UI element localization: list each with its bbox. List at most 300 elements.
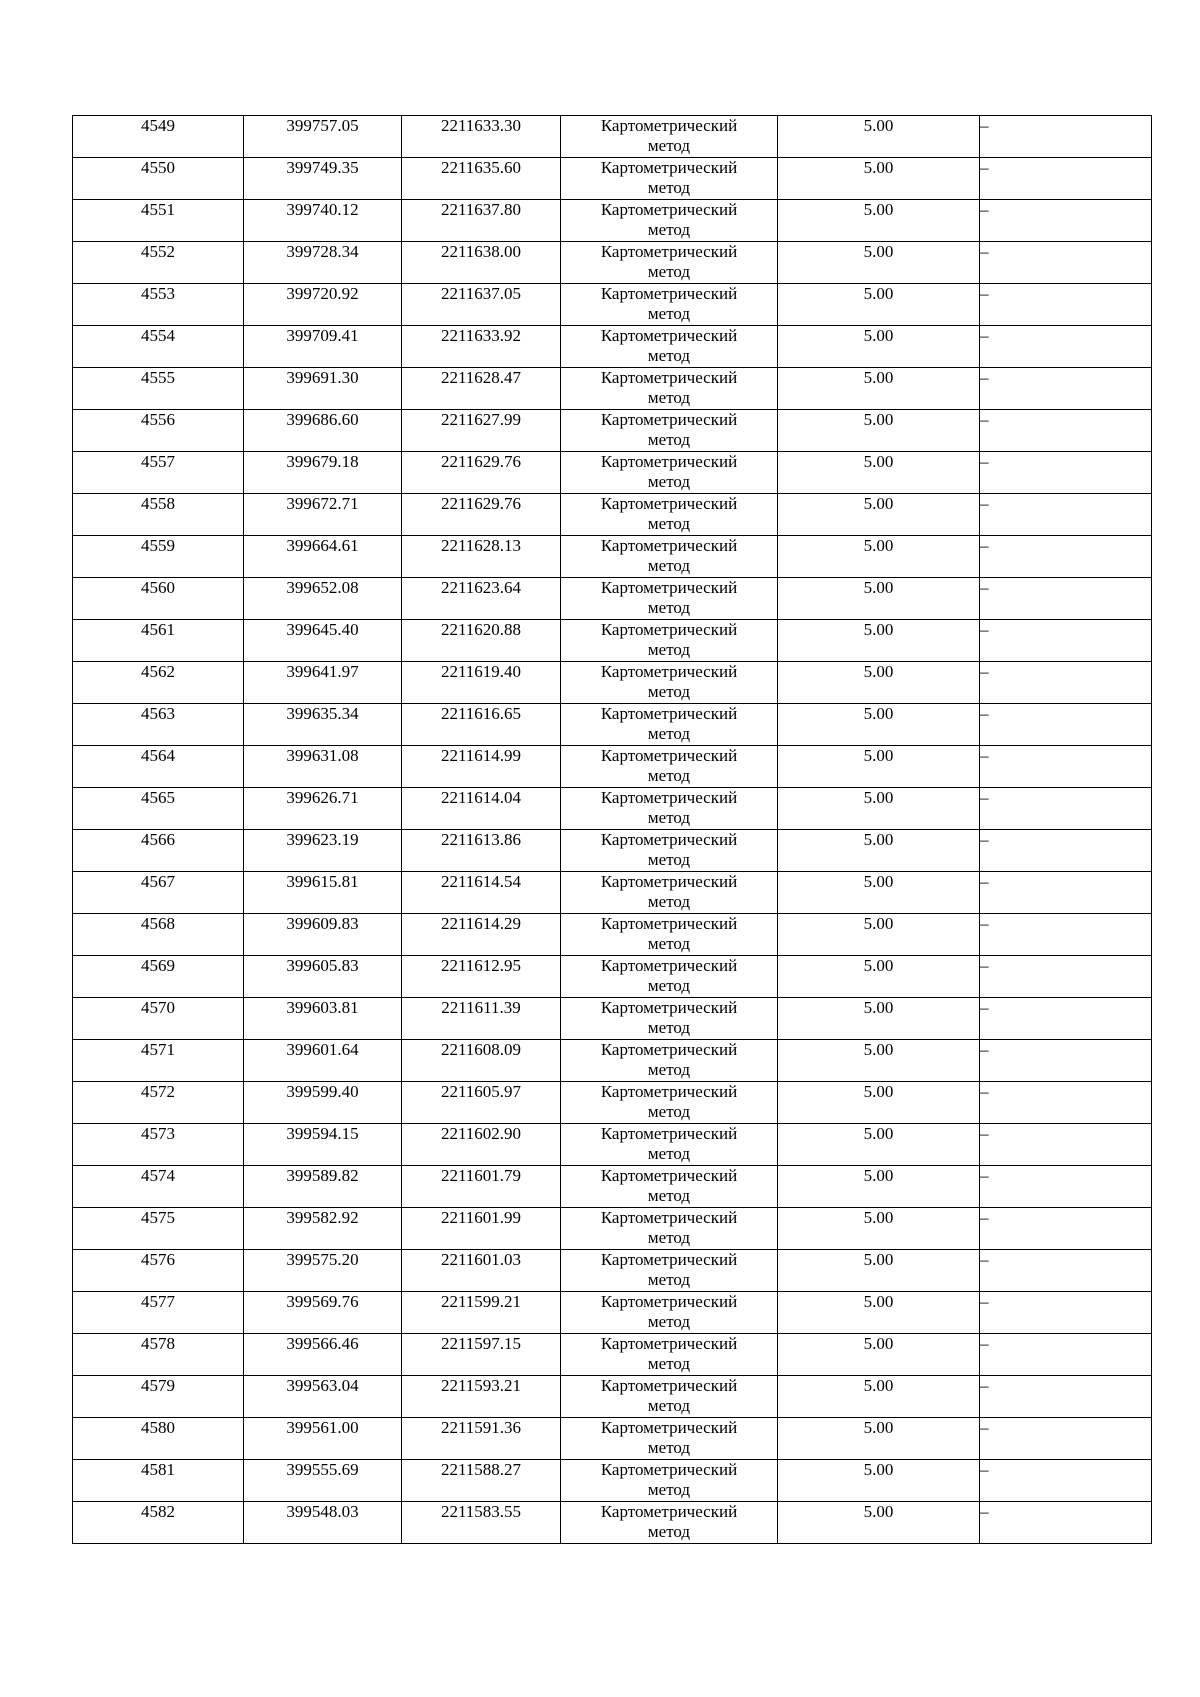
coordinate-x-cell: 399672.71 <box>244 494 402 536</box>
method-line-1: Картометрический <box>600 1208 738 1227</box>
table-row <box>73 830 1152 872</box>
method-line-1: Картометрический <box>600 200 738 219</box>
method-line-2: метод <box>647 808 691 827</box>
accuracy-cell: 5.00 <box>778 1250 980 1292</box>
method-cell <box>561 536 778 578</box>
method-line-2: метод <box>647 976 691 995</box>
point-number-cell: 4582 <box>73 1502 244 1544</box>
table-row <box>73 368 1152 410</box>
method-line-2: метод <box>647 1018 691 1037</box>
coordinate-y-cell: 2211628.13 <box>402 536 561 578</box>
point-number-cell: 4558 <box>73 494 244 536</box>
coordinate-x-cell: 399569.76 <box>244 1292 402 1334</box>
method-line-1: Картометрический <box>600 1082 738 1101</box>
method-line-2: метод <box>647 892 691 911</box>
coordinate-x-cell: 399582.92 <box>244 1208 402 1250</box>
method-line-2: метод <box>647 1228 691 1247</box>
method-line-1: Картометрический <box>600 116 738 135</box>
note-cell: – <box>980 830 1152 872</box>
point-number-cell: 4551 <box>73 200 244 242</box>
note-cell: – <box>980 1460 1152 1502</box>
note-cell: – <box>980 620 1152 662</box>
method-line-1: Картометрический <box>600 746 738 765</box>
accuracy-cell: 5.00 <box>778 1418 980 1460</box>
method-line-2: метод <box>647 472 691 491</box>
method-line-2: метод <box>647 1270 691 1289</box>
point-number-cell: 4572 <box>73 1082 244 1124</box>
method-line-2: метод <box>647 304 691 323</box>
point-number-cell: 4549 <box>73 116 244 158</box>
method-cell <box>561 368 778 410</box>
method-line-2: метод <box>647 514 691 533</box>
method-line-1: Картометрический <box>600 1502 738 1521</box>
table-row <box>73 914 1152 956</box>
table-row <box>73 1166 1152 1208</box>
point-number-cell: 4557 <box>73 452 244 494</box>
method-line-1: Картометрический <box>600 998 738 1017</box>
accuracy-cell: 5.00 <box>778 1082 980 1124</box>
method-cell <box>561 1418 778 1460</box>
method-cell <box>561 494 778 536</box>
coordinate-y-cell: 2211605.97 <box>402 1082 561 1124</box>
accuracy-cell: 5.00 <box>778 1376 980 1418</box>
method-cell <box>561 956 778 998</box>
coordinate-x-cell: 399709.41 <box>244 326 402 368</box>
accuracy-cell: 5.00 <box>778 536 980 578</box>
method-cell <box>561 116 778 158</box>
method-line-1: Картометрический <box>600 830 738 849</box>
point-number-cell: 4567 <box>73 872 244 914</box>
table-row <box>73 578 1152 620</box>
point-number-cell: 4566 <box>73 830 244 872</box>
coordinate-x-cell: 399599.40 <box>244 1082 402 1124</box>
coordinate-y-cell: 2211602.90 <box>402 1124 561 1166</box>
method-cell <box>561 1502 778 1544</box>
coordinate-y-cell: 2211616.65 <box>402 704 561 746</box>
coordinate-x-cell: 399548.03 <box>244 1502 402 1544</box>
coordinate-y-cell: 2211620.88 <box>402 620 561 662</box>
table-row <box>73 788 1152 830</box>
coordinate-y-cell: 2211601.79 <box>402 1166 561 1208</box>
note-cell: – <box>980 1334 1152 1376</box>
coordinate-x-cell: 399566.46 <box>244 1334 402 1376</box>
method-cell <box>561 1208 778 1250</box>
method-cell <box>561 578 778 620</box>
method-line-1: Картометрический <box>600 662 738 681</box>
method-line-1: Картометрический <box>600 788 738 807</box>
table-row <box>73 1418 1152 1460</box>
coordinate-y-cell: 2211608.09 <box>402 1040 561 1082</box>
coordinate-x-cell: 399609.83 <box>244 914 402 956</box>
method-line-2: метод <box>647 1312 691 1331</box>
coordinate-y-cell: 2211599.21 <box>402 1292 561 1334</box>
method-cell <box>561 704 778 746</box>
table-row <box>73 1460 1152 1502</box>
method-line-1: Картометрический <box>600 536 738 555</box>
note-cell: – <box>980 158 1152 200</box>
method-line-1: Картометрический <box>600 326 738 345</box>
method-cell <box>561 284 778 326</box>
coordinate-y-cell: 2211614.54 <box>402 872 561 914</box>
point-number-cell: 4573 <box>73 1124 244 1166</box>
table-row <box>73 200 1152 242</box>
coordinate-x-cell: 399749.35 <box>244 158 402 200</box>
method-line-2: метод <box>647 1186 691 1205</box>
note-cell: – <box>980 1376 1152 1418</box>
accuracy-cell: 5.00 <box>778 830 980 872</box>
method-cell <box>561 1250 778 1292</box>
table-row <box>73 536 1152 578</box>
accuracy-cell: 5.00 <box>778 410 980 452</box>
coordinate-x-cell: 399631.08 <box>244 746 402 788</box>
accuracy-cell: 5.00 <box>778 158 980 200</box>
note-cell: – <box>980 1502 1152 1544</box>
table-row <box>73 242 1152 284</box>
point-number-cell: 4571 <box>73 1040 244 1082</box>
note-cell: – <box>980 1166 1152 1208</box>
table-row <box>73 1082 1152 1124</box>
method-cell <box>561 1292 778 1334</box>
method-cell <box>561 1334 778 1376</box>
method-line-1: Картометрический <box>600 1124 738 1143</box>
note-cell: – <box>980 1292 1152 1334</box>
accuracy-cell: 5.00 <box>778 242 980 284</box>
accuracy-cell: 5.00 <box>778 1208 980 1250</box>
note-cell: – <box>980 998 1152 1040</box>
coordinate-y-cell: 2211597.15 <box>402 1334 561 1376</box>
coordinate-x-cell: 399720.92 <box>244 284 402 326</box>
method-cell <box>561 242 778 284</box>
method-line-1: Картометрический <box>600 284 738 303</box>
point-number-cell: 4569 <box>73 956 244 998</box>
coordinate-y-cell: 2211629.76 <box>402 452 561 494</box>
point-number-cell: 4556 <box>73 410 244 452</box>
method-cell <box>561 452 778 494</box>
coordinate-y-cell: 2211633.92 <box>402 326 561 368</box>
note-cell: – <box>980 578 1152 620</box>
note-cell: – <box>980 116 1152 158</box>
point-number-cell: 4555 <box>73 368 244 410</box>
accuracy-cell: 5.00 <box>778 1124 980 1166</box>
coordinate-x-cell: 399652.08 <box>244 578 402 620</box>
accuracy-cell: 5.00 <box>778 1292 980 1334</box>
table-row <box>73 1124 1152 1166</box>
accuracy-cell: 5.00 <box>778 704 980 746</box>
method-cell <box>561 620 778 662</box>
accuracy-cell: 5.00 <box>778 956 980 998</box>
method-cell <box>561 830 778 872</box>
note-cell: – <box>980 1124 1152 1166</box>
method-line-1: Картометрический <box>600 452 738 471</box>
coordinate-y-cell: 2211601.03 <box>402 1250 561 1292</box>
coordinate-x-cell: 399664.61 <box>244 536 402 578</box>
note-cell: – <box>980 914 1152 956</box>
method-line-1: Картометрический <box>600 158 738 177</box>
point-number-cell: 4554 <box>73 326 244 368</box>
accuracy-cell: 5.00 <box>778 1502 980 1544</box>
coordinate-y-cell: 2211588.27 <box>402 1460 561 1502</box>
point-number-cell: 4553 <box>73 284 244 326</box>
coordinate-x-cell: 399641.97 <box>244 662 402 704</box>
coordinate-y-cell: 2211638.00 <box>402 242 561 284</box>
method-line-1: Картометрический <box>600 872 738 891</box>
coordinate-x-cell: 399691.30 <box>244 368 402 410</box>
accuracy-cell: 5.00 <box>778 326 980 368</box>
coordinate-x-cell: 399740.12 <box>244 200 402 242</box>
table-row <box>73 620 1152 662</box>
method-line-2: метод <box>647 598 691 617</box>
method-line-1: Картометрический <box>600 704 738 723</box>
method-line-2: метод <box>647 1354 691 1373</box>
table-row <box>73 704 1152 746</box>
coordinate-y-cell: 2211614.99 <box>402 746 561 788</box>
accuracy-cell: 5.00 <box>778 116 980 158</box>
method-line-1: Картометрический <box>600 1292 738 1311</box>
method-line-2: метод <box>647 850 691 869</box>
coordinate-y-cell: 2211629.76 <box>402 494 561 536</box>
method-line-2: метод <box>647 430 691 449</box>
accuracy-cell: 5.00 <box>778 620 980 662</box>
method-line-2: метод <box>647 556 691 575</box>
note-cell: – <box>980 410 1152 452</box>
coordinates-table <box>72 115 1152 1544</box>
note-cell: – <box>980 788 1152 830</box>
accuracy-cell: 5.00 <box>778 1166 980 1208</box>
table-row <box>73 1292 1152 1334</box>
point-number-cell: 4576 <box>73 1250 244 1292</box>
table-row <box>73 746 1152 788</box>
method-line-1: Картометрический <box>600 1376 738 1395</box>
coordinate-y-cell: 2211637.05 <box>402 284 561 326</box>
method-line-1: Картометрический <box>600 494 738 513</box>
method-line-2: метод <box>647 136 691 155</box>
coordinate-x-cell: 399728.34 <box>244 242 402 284</box>
coordinate-x-cell: 399635.34 <box>244 704 402 746</box>
table-row <box>73 1376 1152 1418</box>
method-cell <box>561 914 778 956</box>
accuracy-cell: 5.00 <box>778 494 980 536</box>
coordinate-x-cell: 399555.69 <box>244 1460 402 1502</box>
point-number-cell: 4564 <box>73 746 244 788</box>
method-line-2: метод <box>647 178 691 197</box>
note-cell: – <box>980 242 1152 284</box>
coordinate-y-cell: 2211633.30 <box>402 116 561 158</box>
coordinate-x-cell: 399561.00 <box>244 1418 402 1460</box>
table-row <box>73 116 1152 158</box>
table-row <box>73 326 1152 368</box>
method-line-2: метод <box>647 1396 691 1415</box>
note-cell: – <box>980 200 1152 242</box>
accuracy-cell: 5.00 <box>778 200 980 242</box>
coordinate-y-cell: 2211614.29 <box>402 914 561 956</box>
coordinate-y-cell: 2211591.36 <box>402 1418 561 1460</box>
accuracy-cell: 5.00 <box>778 284 980 326</box>
accuracy-cell: 5.00 <box>778 1040 980 1082</box>
coordinate-y-cell: 2211601.99 <box>402 1208 561 1250</box>
table-row <box>73 1334 1152 1376</box>
table-row <box>73 662 1152 704</box>
coordinate-y-cell: 2211635.60 <box>402 158 561 200</box>
coordinate-x-cell: 399601.64 <box>244 1040 402 1082</box>
method-line-1: Картометрический <box>600 956 738 975</box>
table-row <box>73 956 1152 998</box>
note-cell: – <box>980 1040 1152 1082</box>
table-row <box>73 1208 1152 1250</box>
method-line-2: метод <box>647 934 691 953</box>
method-line-1: Картометрический <box>600 242 738 261</box>
method-cell <box>561 872 778 914</box>
method-cell <box>561 788 778 830</box>
note-cell: – <box>980 746 1152 788</box>
method-cell <box>561 662 778 704</box>
accuracy-cell: 5.00 <box>778 914 980 956</box>
table-row <box>73 410 1152 452</box>
coordinate-y-cell: 2211614.04 <box>402 788 561 830</box>
point-number-cell: 4580 <box>73 1418 244 1460</box>
method-line-1: Картометрический <box>600 1418 738 1437</box>
note-cell: – <box>980 452 1152 494</box>
accuracy-cell: 5.00 <box>778 368 980 410</box>
note-cell: – <box>980 662 1152 704</box>
point-number-cell: 4577 <box>73 1292 244 1334</box>
coordinate-y-cell: 2211612.95 <box>402 956 561 998</box>
note-cell: – <box>980 284 1152 326</box>
note-cell: – <box>980 872 1152 914</box>
method-line-1: Картометрический <box>600 1166 738 1185</box>
coordinate-x-cell: 399615.81 <box>244 872 402 914</box>
coordinate-x-cell: 399645.40 <box>244 620 402 662</box>
coordinate-y-cell: 2211619.40 <box>402 662 561 704</box>
note-cell: – <box>980 704 1152 746</box>
note-cell: – <box>980 494 1152 536</box>
accuracy-cell: 5.00 <box>778 578 980 620</box>
accuracy-cell: 5.00 <box>778 1334 980 1376</box>
accuracy-cell: 5.00 <box>778 452 980 494</box>
method-cell <box>561 1166 778 1208</box>
point-number-cell: 4550 <box>73 158 244 200</box>
method-line-1: Картометрический <box>600 368 738 387</box>
note-cell: – <box>980 536 1152 578</box>
point-number-cell: 4559 <box>73 536 244 578</box>
coordinate-y-cell: 2211583.55 <box>402 1502 561 1544</box>
method-line-2: метод <box>647 346 691 365</box>
method-line-2: метод <box>647 388 691 407</box>
point-number-cell: 4563 <box>73 704 244 746</box>
method-line-1: Картометрический <box>600 1460 738 1479</box>
method-cell <box>561 410 778 452</box>
coordinate-x-cell: 399603.81 <box>244 998 402 1040</box>
point-number-cell: 4562 <box>73 662 244 704</box>
point-number-cell: 4565 <box>73 788 244 830</box>
method-cell <box>561 200 778 242</box>
method-line-1: Картометрический <box>600 914 738 933</box>
method-line-2: метод <box>647 682 691 701</box>
point-number-cell: 4560 <box>73 578 244 620</box>
method-line-2: метод <box>647 1102 691 1121</box>
method-line-1: Картометрический <box>600 1040 738 1059</box>
coordinate-x-cell: 399589.82 <box>244 1166 402 1208</box>
note-cell: – <box>980 368 1152 410</box>
method-cell <box>561 158 778 200</box>
note-cell: – <box>980 1082 1152 1124</box>
accuracy-cell: 5.00 <box>778 1460 980 1502</box>
method-line-2: метод <box>647 1522 691 1541</box>
point-number-cell: 4578 <box>73 1334 244 1376</box>
method-line-1: Картометрический <box>600 578 738 597</box>
method-line-2: метод <box>647 1438 691 1457</box>
method-cell <box>561 746 778 788</box>
point-number-cell: 4579 <box>73 1376 244 1418</box>
accuracy-cell: 5.00 <box>778 788 980 830</box>
method-line-2: метод <box>647 262 691 281</box>
coordinate-x-cell: 399623.19 <box>244 830 402 872</box>
coordinate-y-cell: 2211628.47 <box>402 368 561 410</box>
table-row <box>73 494 1152 536</box>
note-cell: – <box>980 326 1152 368</box>
point-number-cell: 4574 <box>73 1166 244 1208</box>
method-cell <box>561 998 778 1040</box>
note-cell: – <box>980 1208 1152 1250</box>
accuracy-cell: 5.00 <box>778 746 980 788</box>
table-row <box>73 872 1152 914</box>
table-row <box>73 1502 1152 1544</box>
coordinate-y-cell: 2211593.21 <box>402 1376 561 1418</box>
method-cell <box>561 1040 778 1082</box>
accuracy-cell: 5.00 <box>778 872 980 914</box>
coordinate-y-cell: 2211613.86 <box>402 830 561 872</box>
table-row <box>73 1250 1152 1292</box>
method-line-2: метод <box>647 766 691 785</box>
table-row <box>73 998 1152 1040</box>
coordinate-x-cell: 399679.18 <box>244 452 402 494</box>
note-cell: – <box>980 956 1152 998</box>
method-line-1: Картометрический <box>600 410 738 429</box>
accuracy-cell: 5.00 <box>778 998 980 1040</box>
coordinates-table-body <box>73 116 1152 1544</box>
coordinate-x-cell: 399563.04 <box>244 1376 402 1418</box>
coordinate-y-cell: 2211611.39 <box>402 998 561 1040</box>
method-line-1: Картометрический <box>600 620 738 639</box>
point-number-cell: 4552 <box>73 242 244 284</box>
method-line-2: метод <box>647 1060 691 1079</box>
coordinate-x-cell: 399594.15 <box>244 1124 402 1166</box>
method-line-1: Картометрический <box>600 1334 738 1353</box>
coordinate-x-cell: 399575.20 <box>244 1250 402 1292</box>
method-line-1: Картометрический <box>600 1250 738 1269</box>
table-row <box>73 452 1152 494</box>
point-number-cell: 4575 <box>73 1208 244 1250</box>
note-cell: – <box>980 1250 1152 1292</box>
coordinate-y-cell: 2211623.64 <box>402 578 561 620</box>
table-row <box>73 158 1152 200</box>
method-cell <box>561 1082 778 1124</box>
table-row <box>73 284 1152 326</box>
method-line-2: метод <box>647 724 691 743</box>
coordinate-y-cell: 2211637.80 <box>402 200 561 242</box>
coordinate-y-cell: 2211627.99 <box>402 410 561 452</box>
coordinate-x-cell: 399686.60 <box>244 410 402 452</box>
accuracy-cell: 5.00 <box>778 662 980 704</box>
method-line-2: метод <box>647 640 691 659</box>
table-row <box>73 1040 1152 1082</box>
method-cell <box>561 1460 778 1502</box>
method-line-2: метод <box>647 1144 691 1163</box>
point-number-cell: 4570 <box>73 998 244 1040</box>
point-number-cell: 4561 <box>73 620 244 662</box>
method-cell <box>561 326 778 368</box>
method-line-2: метод <box>647 1480 691 1499</box>
point-number-cell: 4568 <box>73 914 244 956</box>
